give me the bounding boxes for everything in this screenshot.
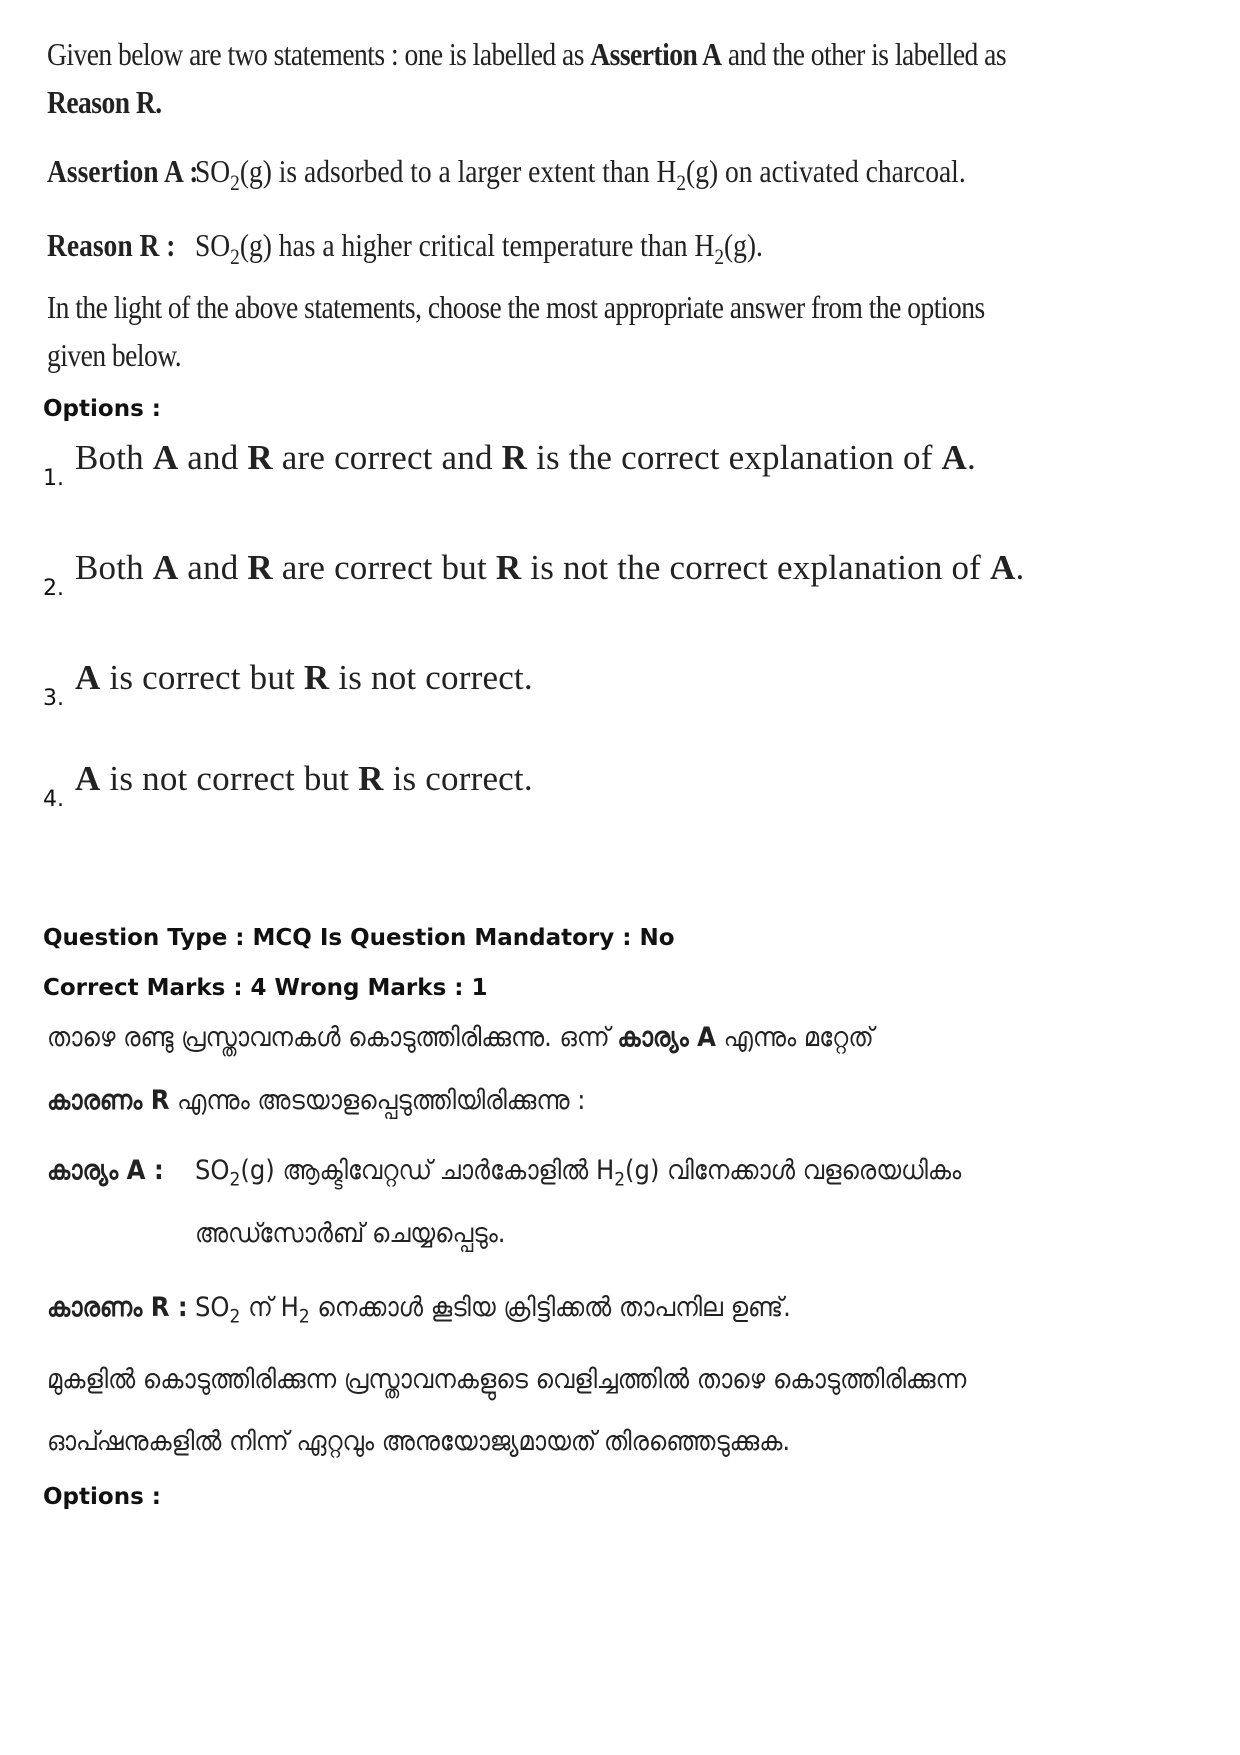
assertion-text: $SO_2(g)$ is adsorbed to a larger extent than $H_2(g)$ on activated charcoal. [195, 153, 966, 195]
assertion-label: Assertion A : [47, 153, 199, 189]
option-number: 2. [43, 576, 64, 601]
option-text: A is correct but R is not correct. [75, 658, 533, 697]
question-intro-line2: Reason R. [47, 84, 162, 120]
instruction-line1: In the light of the above statements, choose the most appropriate answer from the options [47, 289, 985, 325]
option-text: Both A and R are correct and R is the correct explanation of A. [75, 438, 976, 477]
ml-reason-label: കാരണം R : [47, 1292, 188, 1323]
ml-assertion-line2: അഡ്സോർബ് ചെയ്യപ്പെടും. [195, 1218, 506, 1249]
options-heading-2: Options : [43, 1484, 161, 1510]
reason-text: $SO_2(g)$ has a higher critical temperature than $H_2(g)$. [195, 227, 763, 269]
ml-assertion-line1: $SO_2(g)$ ആക്ടിവേറ്റഡ് ചാർകോളിൽ $H_2(g)$ വിനേക്കാൾ വളരെയധികം [195, 1155, 962, 1191]
reason-label: Reason R : [47, 227, 176, 263]
ml-intro-line1: താഴെ രണ്ടു പ്രസ്താവനകൾ കൊടുത്തിരിക്കുന്നു. ഒന്ന് കാര്യം A എന്നും മറ്റേത് [47, 1022, 874, 1053]
options-heading: Options : [43, 396, 161, 422]
ml-intro-line2: കാരണം R എന്നും അടയാളപ്പെടുത്തിയിരിക്കുന്നു : [47, 1085, 586, 1116]
ml-instruction-line2: ഓപ്ഷനുകളിൽ നിന്ന് ഏറ്റവും അനുയോജ്യമായത് തിരഞ്ഞെടുക്കുക. [47, 1426, 791, 1457]
option-text: Both A and R are correct but R is not the correct explanation of A. [75, 548, 1025, 587]
question-type-line: Question Type : MCQ Is Question Mandatory : No [43, 925, 675, 951]
ml-assertion-label: കാര്യം A : [47, 1155, 164, 1186]
ml-reason-text: $SO_2$ ന് $H_2$ നെക്കാൾ കൂടിയ ക്രിട്ടിക്കൽ താപനില ഉണ്ട്. [195, 1292, 791, 1328]
option-number: 1. [43, 466, 64, 491]
instruction-line2: given below. [47, 337, 182, 373]
option-number: 4. [43, 787, 64, 812]
question-intro-line1: Given below are two statements : one is labelled as Assertion A and the other is labelled as [47, 36, 1007, 72]
marks-line: Correct Marks : 4 Wrong Marks : 1 [43, 975, 488, 1001]
ml-instruction-line1: മുകളിൽ കൊടുത്തിരിക്കുന്ന പ്രസ്താവനകളുടെ വെളിച്ചത്തിൽ താഴെ കൊടുത്തിരിക്കുന്ന [47, 1364, 967, 1395]
option-number: 3. [43, 686, 64, 711]
option-text: A is not correct but R is correct. [75, 759, 533, 798]
